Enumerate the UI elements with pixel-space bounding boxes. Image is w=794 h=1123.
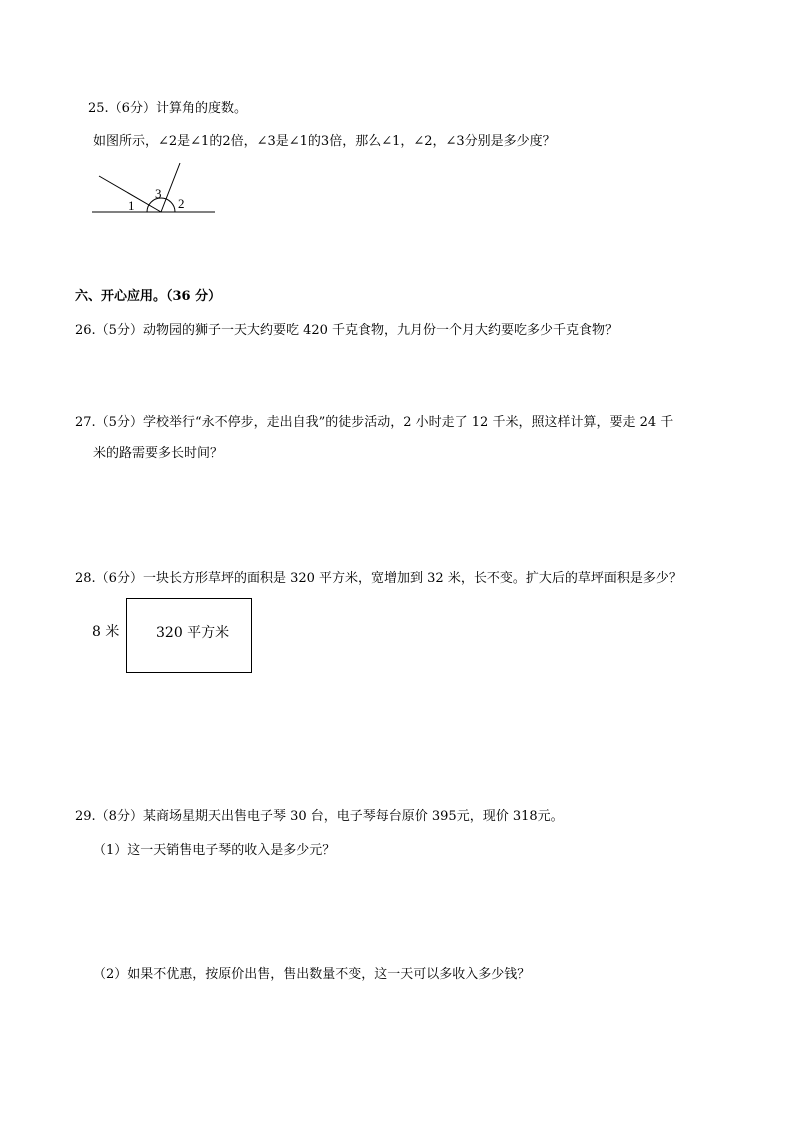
q27-line2: 米的路需要多长时间？ [93, 446, 224, 461]
q26-text: 26.（5分）动物园的狮子一天大约要吃 420 千克食物，九月份一个月大约要吃多少千克食物？ [75, 323, 619, 338]
rect-side-label: 8 米 [92, 624, 120, 640]
rect-area-label: 320 平方米 [156, 625, 230, 641]
q27-line1: 27.（5分）学校举行“永不停步，走出自我”的徒步活动，2 小时走了 12 千米，照这样计算，要走 24 千 [75, 415, 674, 430]
q29-sub1: （1）这一天销售电子琴的收入是多少元？ [93, 843, 336, 858]
q29-sub2: （2）如果不优惠，按原价出售，售出数量不变，这一天可以多收入多少钱？ [93, 967, 531, 982]
angle-label-3: 3 [155, 186, 162, 201]
angle-label-1: 1 [128, 198, 135, 213]
angle-label-2: 2 [178, 196, 185, 211]
section-6-title: 六、开心应用。（36 分） [75, 289, 222, 304]
q25-title: 25.（6分）计算角的度数。 [88, 101, 247, 116]
q25-text: 如图所示，∠2是∠1的2倍，∠3是∠1的3倍，那么∠1，∠2，∠3分别是多少度？ [93, 134, 556, 149]
q28-text: 28.（6分）一块长方形草坪的面积是 320 平方米，宽增加到 32 米，长不变。扩大后的草坪面积是多少？ [75, 571, 682, 586]
q29-text: 29.（8分）某商场星期天出售电子琴 30 台，电子琴每台原价 395元，现价 318元。 [75, 809, 564, 824]
angle-figure [88, 160, 220, 220]
